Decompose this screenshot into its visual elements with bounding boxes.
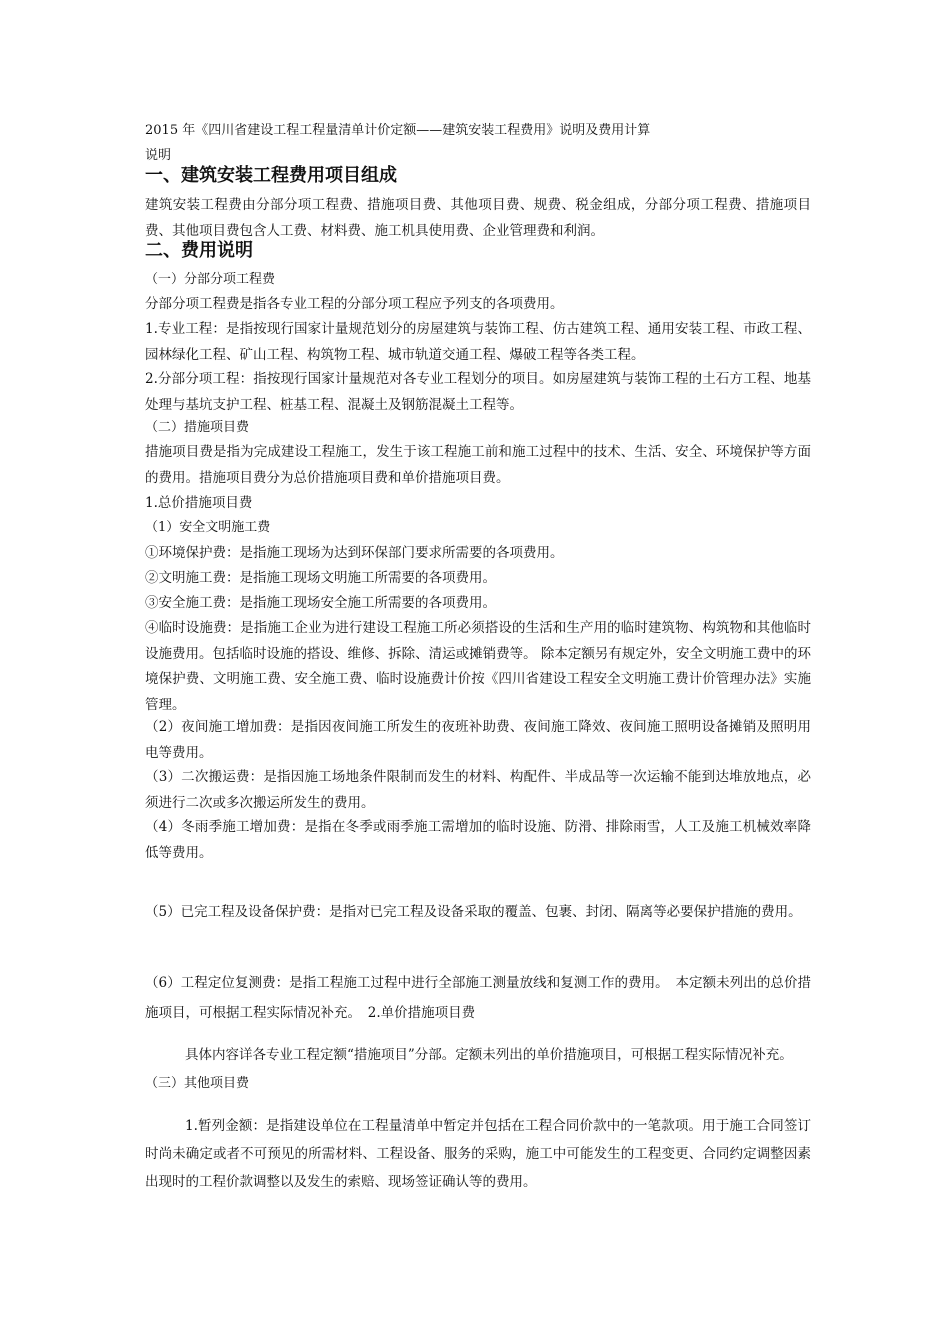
document-title: 2015 年《四川省建设工程工程量清单计价定额——建筑安装工程费用》说明及费用计算 [145, 123, 651, 138]
paragraph-s1-item1: 1.专业工程：是指按现行国家计量规范划分的房屋建筑与装饰工程、仿古建筑工程、通用安装工程、市政工程、园林绿化工程、矿山工程、构筑物工程、城市轨道交通工程、爆破工程等各类工程。 [145, 321, 811, 363]
section-heading-1: 一、建筑安装工程费用项目组成 [145, 165, 397, 186]
paragraph-n4: （4）冬雨季施工增加费：是指在冬季或雨季施工需增加的临时设施、防滑、排除雨雪，人工及施工机械效率降低等费用。 [145, 819, 811, 861]
subsection-title-3: （三）其他项目费 [145, 1076, 250, 1091]
paragraph-n3: （3）二次搬运费：是指因施工场地条件限制而发生的材料、构配件、半成品等一次运输不能到达堆放地点，必须进行二次或多次搬运所发生的费用。 [145, 769, 811, 811]
subsection-title-2: （二）措施项目费 [145, 420, 250, 435]
section-heading-2: 二、费用说明 [145, 240, 253, 261]
paragraph-c4: ④临时设施费：是指施工企业为进行建设工程施工所必须搭设的生活和生产用的临时建筑物、构筑物和其他临时设施费用。包括临时设施的搭设、维修、拆除、清运或摊销费等。 除本定额另有规定外，安全文明施工费中的环境保护费、文明施工费、安全施工费、临时设施费计价按《四川省建设工程安全文明施工费计价管理办法》实施管理。 [145, 620, 811, 713]
paragraph-s3-item1: 1.暂列金额：是指建设单位在工程量清单中暂定并包括在工程合同价款中的一笔款项。用于施工合同签订时尚未确定或者不可预见的所需材料、工程设备、服务的采购，施工中可能发生的工程变更、合同约定调整因素出现时的工程价款调整以及发生的索赔、现场签证确认等的费用。 [145, 1118, 811, 1190]
paragraph-n2: （2）夜间施工增加费：是指因夜间施工所发生的夜班补助费、夜间施工降效、夜间施工照明设备摊销及照明用电等费用。 [145, 719, 811, 761]
paragraph-unit-detail: 具体内容详各专业工程定额“措施项目”分部。定额未列出的单价措施项目，可根据工程实际情况补充。 [185, 1047, 793, 1063]
paragraph-c3: ③安全施工费：是指施工现场安全施工所需要的各项费用。 [145, 595, 496, 611]
paragraph-c1: ①环境保护费：是指施工现场为达到环保部门要求所需要的各项费用。 [145, 545, 564, 561]
paragraph-n6: （6）工程定位复测费：是指工程施工过程中进行全部施工测量放线和复测工作的费用。 本定额未列出的总价措施项目，可根据工程实际情况补充。 2.单价措施项目费 [145, 975, 811, 1021]
paragraph-s2-sub1: 1.总价措施项目费 [145, 495, 253, 511]
paragraph-c2: ②文明施工费：是指施工现场文明施工所需要的各项费用。 [145, 570, 496, 586]
paragraph-s1-item2: 2.分部分项工程：指按现行国家计量规范对各专业工程划分的项目。如房屋建筑与装饰工程的土石方工程、地基处理与基坑支护工程、桩基工程、混凝土及钢筋混凝土工程等。 [145, 371, 811, 413]
paragraph-n5: （5）已完工程及设备保护费：是指对已完工程及设备采取的覆盖、包裹、封闭、隔离等必要保护措施的费用。 [145, 904, 802, 920]
paragraph-s2-intro: 措施项目费是指为完成建设工程施工，发生于该工程施工前和施工过程中的技术、生活、安全、环境保护等方面的费用。措施项目费分为总价措施项目费和单价措施项目费。 [145, 444, 811, 486]
paragraph-s1-intro: 分部分项工程费是指各专业工程的分部分项工程应予列支的各项费用。 [145, 296, 564, 312]
paragraph-composition: 建筑安装工程费由分部分项工程费、措施项目费、其他项目费、规费、税金组成，分部分项工程费、措施项目费、其他项目费包含人工费、材料费、施工机具使用费、企业管理费和利润。 [145, 197, 811, 239]
paragraph-s2-sub1-a: （1）安全文明施工费 [145, 520, 271, 535]
subsection-title-1: （一）分部分项工程费 [145, 272, 276, 287]
document-subtitle: 说明 [145, 148, 172, 163]
